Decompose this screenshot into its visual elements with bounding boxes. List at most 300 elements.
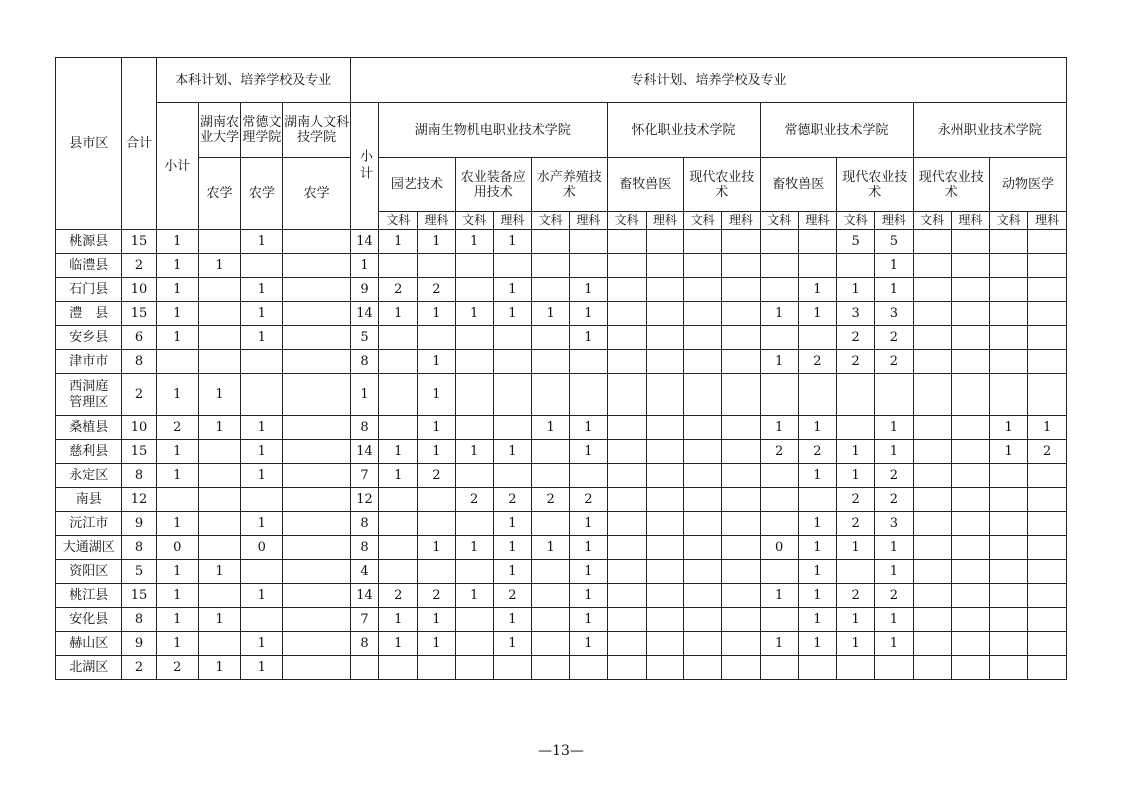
- value-cell: 14: [350, 302, 378, 326]
- value-cell: [493, 254, 531, 278]
- county-cell: 北湖区: [56, 656, 122, 680]
- value-cell: [607, 656, 646, 680]
- value-cell: [990, 488, 1028, 512]
- value-cell: 2: [156, 416, 198, 440]
- value-cell: [760, 326, 798, 350]
- value-cell: 1: [418, 302, 455, 326]
- major-agronomy-2: 农学: [241, 158, 283, 230]
- value-cell: [990, 560, 1028, 584]
- value-cell: 1: [379, 632, 418, 656]
- value-cell: [837, 560, 875, 584]
- value-cell: 1: [1028, 416, 1067, 440]
- value-cell: 5: [837, 230, 875, 254]
- value-cell: 1: [418, 608, 455, 632]
- value-cell: [283, 254, 350, 278]
- value-cell: [418, 326, 455, 350]
- major-aquaculture: 水产养殖技术: [532, 158, 607, 212]
- major-modern-agri-3: 现代农业技术: [913, 158, 990, 212]
- value-cell: [418, 254, 455, 278]
- value-cell: 1: [875, 416, 913, 440]
- value-cell: [646, 560, 683, 584]
- value-cell: [379, 488, 418, 512]
- value-cell: [646, 512, 683, 536]
- value-cell: [722, 440, 760, 464]
- county-cell: 石门县: [56, 278, 122, 302]
- value-cell: [532, 464, 570, 488]
- value-cell: [607, 536, 646, 560]
- value-cell: [760, 278, 798, 302]
- value-cell: 8: [122, 464, 156, 488]
- value-cell: 8: [122, 536, 156, 560]
- value-cell: [722, 326, 760, 350]
- value-cell: 1: [837, 440, 875, 464]
- county-cell: 资阳区: [56, 560, 122, 584]
- value-cell: 3: [837, 302, 875, 326]
- value-cell: [1028, 254, 1067, 278]
- value-cell: [532, 608, 570, 632]
- value-cell: 1: [875, 608, 913, 632]
- value-cell: 2: [875, 488, 913, 512]
- value-cell: [913, 326, 951, 350]
- value-cell: 1: [760, 416, 798, 440]
- value-cell: 1: [418, 536, 455, 560]
- value-cell: 14: [350, 584, 378, 608]
- table-row: [56, 560, 1067, 584]
- value-cell: [760, 608, 798, 632]
- value-cell: [990, 632, 1028, 656]
- value-cell: 9: [122, 512, 156, 536]
- major-horticulture: 园艺技术: [379, 158, 455, 212]
- value-cell: [913, 416, 951, 440]
- plan-table-container: [55, 57, 1067, 680]
- value-cell: 1: [875, 560, 913, 584]
- value-cell: 1: [379, 230, 418, 254]
- county-cell: 安乡县: [56, 326, 122, 350]
- value-cell: 1: [156, 230, 198, 254]
- value-cell: 1: [455, 230, 493, 254]
- value-cell: 15: [122, 302, 156, 326]
- value-cell: [722, 656, 760, 680]
- value-cell: 1: [493, 512, 531, 536]
- value-cell: [798, 326, 836, 350]
- value-cell: [684, 440, 722, 464]
- table-row: [56, 656, 1067, 680]
- value-cell: [1028, 278, 1067, 302]
- value-cell: 1: [156, 632, 198, 656]
- value-cell: [607, 374, 646, 416]
- value-cell: [646, 488, 683, 512]
- value-cell: [198, 230, 240, 254]
- county-cell: 南县: [56, 488, 122, 512]
- value-cell: [283, 536, 350, 560]
- school-changde-wenli: 常德文理学院: [241, 103, 283, 158]
- value-cell: 2: [493, 488, 531, 512]
- value-cell: [837, 416, 875, 440]
- value-cell: 1: [156, 584, 198, 608]
- county-header: 县市区: [56, 58, 122, 230]
- value-cell: [607, 416, 646, 440]
- value-cell: [532, 584, 570, 608]
- value-cell: [1028, 584, 1067, 608]
- value-cell: [493, 374, 531, 416]
- table-row: [56, 230, 1067, 254]
- value-cell: [760, 230, 798, 254]
- value-cell: [913, 536, 951, 560]
- value-cell: 1: [570, 560, 607, 584]
- value-cell: [241, 608, 283, 632]
- value-cell: [798, 374, 836, 416]
- table-row: [56, 440, 1067, 464]
- value-cell: [951, 464, 989, 488]
- table-row: [56, 254, 1067, 278]
- value-cell: [951, 326, 989, 350]
- value-cell: [722, 512, 760, 536]
- value-cell: [646, 278, 683, 302]
- value-cell: [722, 584, 760, 608]
- value-cell: [532, 278, 570, 302]
- value-cell: [198, 326, 240, 350]
- value-cell: [283, 584, 350, 608]
- value-cell: [1028, 326, 1067, 350]
- table-body: [56, 230, 1067, 680]
- value-cell: [798, 656, 836, 680]
- value-cell: 1: [990, 416, 1028, 440]
- value-cell: [241, 488, 283, 512]
- value-cell: 2: [418, 464, 455, 488]
- value-cell: [684, 374, 722, 416]
- value-cell: [1028, 656, 1067, 680]
- value-cell: [1028, 464, 1067, 488]
- table-row: [56, 608, 1067, 632]
- value-cell: [455, 254, 493, 278]
- value-cell: 1: [493, 440, 531, 464]
- value-cell: [646, 440, 683, 464]
- value-cell: [1028, 488, 1067, 512]
- value-cell: [570, 374, 607, 416]
- value-cell: [722, 302, 760, 326]
- value-cell: [283, 278, 350, 302]
- value-cell: 1: [241, 416, 283, 440]
- value-cell: [684, 326, 722, 350]
- value-cell: [951, 278, 989, 302]
- junior-subtotal-header: 小计: [350, 103, 378, 230]
- value-cell: 2: [493, 584, 531, 608]
- value-cell: [684, 464, 722, 488]
- value-cell: [722, 488, 760, 512]
- like-header: 理科: [418, 212, 455, 230]
- school-changde-vocational: 常德职业技术学院: [760, 103, 913, 158]
- wenke-header: 文科: [684, 212, 722, 230]
- value-cell: [913, 230, 951, 254]
- value-cell: 1: [532, 302, 570, 326]
- school-hunan-agricultural-university: 湖南农业大学: [198, 103, 240, 158]
- value-cell: [283, 350, 350, 374]
- value-cell: [241, 560, 283, 584]
- value-cell: 1: [493, 536, 531, 560]
- value-cell: [455, 278, 493, 302]
- wenke-header: 文科: [532, 212, 570, 230]
- value-cell: 1: [379, 440, 418, 464]
- value-cell: [198, 488, 240, 512]
- value-cell: 1: [760, 632, 798, 656]
- value-cell: [283, 656, 350, 680]
- value-cell: [951, 230, 989, 254]
- value-cell: [532, 440, 570, 464]
- value-cell: [607, 230, 646, 254]
- value-cell: [646, 230, 683, 254]
- wenke-header: 文科: [607, 212, 646, 230]
- value-cell: 1: [570, 536, 607, 560]
- value-cell: 1: [837, 278, 875, 302]
- value-cell: 1: [418, 374, 455, 416]
- value-cell: [1028, 374, 1067, 416]
- value-cell: [283, 302, 350, 326]
- value-cell: 1: [241, 302, 283, 326]
- value-cell: [646, 374, 683, 416]
- value-cell: [684, 656, 722, 680]
- county-cell: 桃江县: [56, 584, 122, 608]
- value-cell: [722, 608, 760, 632]
- value-cell: [379, 350, 418, 374]
- value-cell: [418, 512, 455, 536]
- value-cell: 2: [418, 584, 455, 608]
- value-cell: [493, 326, 531, 350]
- value-cell: 1: [156, 440, 198, 464]
- value-cell: 7: [350, 464, 378, 488]
- value-cell: [990, 374, 1028, 416]
- value-cell: [455, 560, 493, 584]
- value-cell: 15: [122, 440, 156, 464]
- value-cell: [684, 278, 722, 302]
- major-animal-husbandry-1: 畜牧兽医: [607, 158, 683, 212]
- value-cell: 1: [570, 326, 607, 350]
- value-cell: [283, 488, 350, 512]
- value-cell: [646, 254, 683, 278]
- value-cell: 1: [156, 560, 198, 584]
- value-cell: [913, 560, 951, 584]
- value-cell: [1028, 536, 1067, 560]
- value-cell: 1: [798, 302, 836, 326]
- value-cell: 1: [570, 302, 607, 326]
- value-cell: 1: [570, 608, 607, 632]
- value-cell: [722, 632, 760, 656]
- value-cell: [241, 350, 283, 374]
- table-row: [56, 326, 1067, 350]
- value-cell: [379, 512, 418, 536]
- value-cell: [1028, 350, 1067, 374]
- value-cell: [283, 230, 350, 254]
- value-cell: [913, 254, 951, 278]
- value-cell: [837, 254, 875, 278]
- value-cell: 14: [350, 440, 378, 464]
- wenke-header: 文科: [379, 212, 418, 230]
- value-cell: [283, 512, 350, 536]
- value-cell: [455, 608, 493, 632]
- value-cell: 1: [798, 608, 836, 632]
- value-cell: 1: [798, 584, 836, 608]
- wenke-header: 文科: [760, 212, 798, 230]
- value-cell: [379, 656, 418, 680]
- value-cell: 1: [455, 440, 493, 464]
- table-row: [56, 278, 1067, 302]
- value-cell: [607, 464, 646, 488]
- value-cell: 5: [122, 560, 156, 584]
- value-cell: 2: [570, 488, 607, 512]
- value-cell: [913, 278, 951, 302]
- value-cell: 10: [122, 416, 156, 440]
- value-cell: 1: [198, 374, 240, 416]
- value-cell: 1: [241, 440, 283, 464]
- value-cell: [379, 254, 418, 278]
- value-cell: 2: [837, 488, 875, 512]
- like-header: 理科: [875, 212, 913, 230]
- value-cell: 14: [350, 230, 378, 254]
- value-cell: [283, 416, 350, 440]
- value-cell: 1: [156, 608, 198, 632]
- value-cell: [607, 350, 646, 374]
- value-cell: [990, 254, 1028, 278]
- major-agri-equipment: 农业装备应用技术: [455, 158, 532, 212]
- major-animal-medicine: 动物医学: [990, 158, 1067, 212]
- value-cell: [684, 560, 722, 584]
- value-cell: [156, 350, 198, 374]
- table-row: [56, 464, 1067, 488]
- value-cell: [951, 350, 989, 374]
- table-row: [56, 512, 1067, 536]
- value-cell: 1: [837, 608, 875, 632]
- value-cell: [570, 656, 607, 680]
- value-cell: [646, 416, 683, 440]
- value-cell: [951, 608, 989, 632]
- value-cell: 1: [990, 440, 1028, 464]
- value-cell: 1: [241, 584, 283, 608]
- value-cell: 12: [122, 488, 156, 512]
- value-cell: 2: [837, 584, 875, 608]
- value-cell: [379, 536, 418, 560]
- value-cell: 1: [532, 536, 570, 560]
- value-cell: [837, 374, 875, 416]
- value-cell: 1: [418, 416, 455, 440]
- table-row: [56, 350, 1067, 374]
- value-cell: [684, 302, 722, 326]
- value-cell: 3: [875, 302, 913, 326]
- value-cell: [493, 350, 531, 374]
- undergrad-plan-header: 本科计划、培养学校及专业: [156, 58, 350, 103]
- value-cell: [913, 302, 951, 326]
- value-cell: [684, 254, 722, 278]
- value-cell: [607, 326, 646, 350]
- value-cell: 1: [570, 584, 607, 608]
- value-cell: [722, 278, 760, 302]
- value-cell: [532, 656, 570, 680]
- value-cell: [607, 488, 646, 512]
- value-cell: [990, 464, 1028, 488]
- value-cell: [532, 350, 570, 374]
- value-cell: 1: [493, 302, 531, 326]
- value-cell: [913, 656, 951, 680]
- value-cell: [990, 302, 1028, 326]
- value-cell: [913, 584, 951, 608]
- value-cell: 10: [122, 278, 156, 302]
- value-cell: 1: [455, 584, 493, 608]
- value-cell: [684, 488, 722, 512]
- value-cell: 1: [379, 302, 418, 326]
- value-cell: 1: [198, 254, 240, 278]
- value-cell: [455, 416, 493, 440]
- value-cell: [684, 536, 722, 560]
- value-cell: 1: [379, 608, 418, 632]
- value-cell: [990, 512, 1028, 536]
- value-cell: 6: [122, 326, 156, 350]
- value-cell: 8: [350, 416, 378, 440]
- undergrad-subtotal-header: 小计: [156, 103, 198, 230]
- value-cell: [684, 512, 722, 536]
- value-cell: [455, 374, 493, 416]
- value-cell: [493, 416, 531, 440]
- value-cell: [646, 464, 683, 488]
- like-header: 理科: [722, 212, 760, 230]
- value-cell: [607, 278, 646, 302]
- value-cell: [607, 512, 646, 536]
- value-cell: [532, 632, 570, 656]
- value-cell: [455, 632, 493, 656]
- county-cell: 沅江市: [56, 512, 122, 536]
- value-cell: 1: [798, 278, 836, 302]
- value-cell: 1: [241, 632, 283, 656]
- value-cell: 1: [875, 278, 913, 302]
- value-cell: [198, 584, 240, 608]
- value-cell: 15: [122, 584, 156, 608]
- page-number: —13—: [538, 743, 584, 759]
- wenke-header: 文科: [990, 212, 1028, 230]
- value-cell: 1: [241, 656, 283, 680]
- value-cell: [990, 584, 1028, 608]
- value-cell: [951, 254, 989, 278]
- value-cell: [684, 350, 722, 374]
- value-cell: [760, 560, 798, 584]
- value-cell: [607, 608, 646, 632]
- value-cell: 1: [760, 350, 798, 374]
- value-cell: [607, 560, 646, 584]
- value-cell: [646, 350, 683, 374]
- value-cell: [493, 464, 531, 488]
- value-cell: [350, 656, 378, 680]
- value-cell: [951, 632, 989, 656]
- value-cell: [722, 374, 760, 416]
- enrollment-plan-table: [55, 57, 1067, 680]
- table-row: [56, 632, 1067, 656]
- value-cell: 2: [122, 656, 156, 680]
- value-cell: 4: [350, 560, 378, 584]
- value-cell: [570, 230, 607, 254]
- value-cell: [990, 536, 1028, 560]
- value-cell: [379, 560, 418, 584]
- school-hunan-renwen-keji: 湖南人文科技学院: [283, 103, 350, 158]
- junior-plan-header: 专科计划、培养学校及专业: [350, 58, 1066, 103]
- value-cell: [913, 488, 951, 512]
- value-cell: [951, 440, 989, 464]
- value-cell: 2: [1028, 440, 1067, 464]
- value-cell: 1: [156, 278, 198, 302]
- value-cell: [418, 656, 455, 680]
- value-cell: [837, 656, 875, 680]
- value-cell: [532, 374, 570, 416]
- county-cell: 安化县: [56, 608, 122, 632]
- value-cell: [760, 374, 798, 416]
- value-cell: 8: [122, 608, 156, 632]
- value-cell: 1: [493, 230, 531, 254]
- value-cell: [283, 560, 350, 584]
